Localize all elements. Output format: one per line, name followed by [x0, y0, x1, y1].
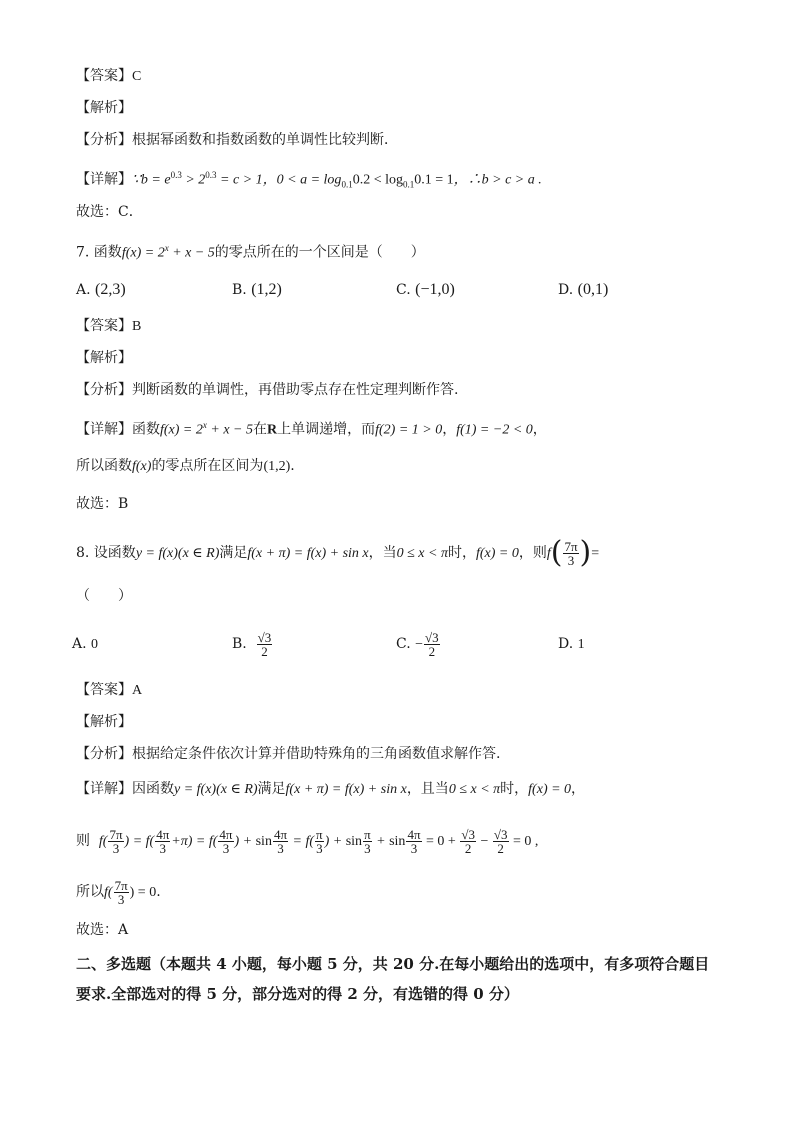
math: ) = f( — [124, 834, 155, 849]
detail-label: 【详解】 — [76, 781, 132, 797]
fraction-numerator: π — [364, 826, 371, 842]
answer-label: 【答案】 — [76, 68, 132, 84]
math: = c > 1 — [216, 172, 263, 188]
math: f(x + π) = f(x) + sin x — [285, 782, 407, 797]
math: f(1) = −2 < 0 — [456, 422, 533, 438]
fraction-denominator: 3 — [410, 840, 418, 856]
math: f(x) = 2 — [121, 245, 165, 261]
math: > 2 — [181, 172, 206, 188]
text: 上单调递增，而 — [277, 421, 376, 438]
fraction — [114, 879, 129, 906]
text: ， — [571, 781, 586, 797]
math: ) = 0 — [129, 885, 157, 900]
math: + x − 5 — [206, 422, 253, 438]
math: 0 ≤ x < π — [396, 546, 448, 561]
q6-answer — [76, 66, 141, 87]
answer-label: 【答案】 — [76, 318, 132, 334]
option-value: (−1,0) — [415, 281, 455, 298]
fraction-numerator: 7π — [109, 826, 123, 842]
fraction-numerator: √3 — [257, 629, 272, 645]
section2-heading-line2: 要求.全部选对的得 5 分，部分选对的得 2 分，有选错的得 0 分） — [76, 985, 519, 1003]
section2-heading-line1: 二、多选题（本题共 4 小题，每小题 5 分，共 20 分.在每小题给出的选项中，有多项符合题目 — [76, 955, 710, 973]
stem-text: 的零点所在的一个区间是（ ） — [214, 244, 425, 261]
q8-conclusion: 故选：A — [76, 922, 129, 938]
text: 函数 — [132, 421, 160, 438]
fraction-denominator: 2 — [497, 840, 504, 856]
text: . — [290, 458, 295, 474]
fraction-denominator: 2 — [428, 643, 436, 659]
q8-option-c — [396, 624, 441, 665]
math: sin — [345, 834, 363, 849]
q7-option-a — [76, 280, 126, 300]
q8-fenxi — [76, 744, 500, 764]
option-sign: − — [415, 637, 424, 652]
q8-detail — [76, 779, 585, 800]
math: +π) = f( — [171, 834, 218, 849]
option-letter: A. — [72, 636, 87, 652]
answer-value: B — [132, 319, 142, 334]
math: ) + — [324, 834, 346, 849]
option-value: 0 — [91, 637, 99, 652]
fraction — [363, 828, 372, 855]
q7-conclusion: 故选：B — [76, 496, 129, 512]
fraction-numerator: 4π — [219, 826, 233, 842]
fraction-denominator: 3 — [222, 840, 230, 856]
left-paren: ( — [550, 535, 563, 570]
q8-conclude — [76, 872, 161, 913]
fenxi-label: 【分析】 — [76, 746, 132, 762]
fenxi-text: 根据幂函数和指数函数的单调性比较判断． — [132, 132, 398, 148]
fraction-denominator: 3 — [277, 840, 284, 856]
text: ，且当 — [406, 781, 449, 797]
text: ， — [442, 421, 457, 438]
option-letter: D. — [558, 282, 574, 298]
fenxi-text: 根据给定条件依次计算并借助特殊角的三角函数值求解作答. — [132, 746, 501, 762]
option-value: (2,3) — [95, 281, 126, 298]
option-letter: B. — [232, 282, 247, 298]
fraction-denominator: 2 — [464, 840, 472, 856]
text: 则 — [76, 833, 90, 849]
fraction — [460, 828, 476, 855]
option-value: (0,1) — [577, 281, 609, 298]
q7-stem — [76, 238, 425, 264]
option-value: 1 — [577, 637, 585, 652]
fraction-numerator: 4π — [156, 826, 170, 842]
math: f(x) = 2 — [160, 422, 203, 438]
math-sup: 0.3 — [170, 170, 182, 180]
math: f( — [104, 885, 113, 900]
text: 因函数 — [132, 781, 174, 797]
text: 满足 — [257, 781, 286, 797]
q7-analysis-label: 【解析】 — [76, 350, 132, 366]
q6-conclusion: 故选：C． — [76, 204, 143, 220]
math: y = f(x)(x ∈ R) — [135, 546, 220, 561]
answer-label: 【答案】 — [76, 682, 132, 698]
fraction — [563, 540, 578, 567]
q6-analysis-label: 【解析】 — [76, 100, 132, 116]
math: = — [591, 546, 600, 561]
stem-text: ，当 — [368, 545, 397, 561]
stem-text: 7. 函数 — [76, 244, 122, 261]
q6-detail — [76, 165, 542, 194]
math: f — [546, 546, 551, 561]
math: 0 ≤ x < π — [448, 782, 501, 797]
math: f(2) = 1 > 0 — [375, 422, 443, 438]
math-sub: 0.1 — [402, 179, 415, 190]
right-paren: ) — [579, 535, 592, 570]
q7-detail — [76, 415, 547, 441]
math: f( — [98, 834, 108, 849]
math: (1,2) — [263, 459, 291, 474]
fraction-numerator: 7π — [114, 877, 128, 893]
q8-option-a — [72, 634, 98, 655]
fraction-denominator: 3 — [364, 840, 371, 856]
math-sup: x — [202, 420, 207, 430]
option-letter: D. — [558, 636, 574, 652]
math: sin — [389, 834, 406, 849]
fraction-numerator: 7π — [564, 538, 578, 554]
stem-text: 满足 — [219, 545, 248, 561]
math: f(x) — [132, 459, 152, 474]
math: 0.1 = 1 — [414, 172, 454, 188]
text: 的零点所在区间为 — [151, 458, 264, 474]
detail-label: 【详解】 — [76, 171, 132, 188]
math-sub: 0.1 — [341, 179, 353, 190]
q7-option-c — [396, 280, 455, 300]
text: . — [156, 884, 161, 900]
math: y = f(x)(x ∈ R) — [174, 782, 258, 797]
fraction — [155, 828, 170, 855]
q8-stem — [76, 536, 599, 571]
math: f(x + π) = f(x) + sin x — [247, 546, 369, 561]
math: + — [372, 834, 390, 849]
math: f(x) = 0 — [528, 782, 572, 797]
q7-fenxi — [76, 380, 458, 400]
math: 0.2 < log — [352, 172, 403, 188]
fraction-numerator: 4π — [407, 826, 421, 842]
fenxi-label: 【分析】 — [76, 382, 132, 398]
math: ，0 < a = log — [262, 172, 342, 188]
fraction-numerator: √3 — [461, 826, 475, 842]
math: R — [266, 422, 278, 438]
text: 时， — [500, 781, 529, 797]
math-sup: x — [164, 243, 169, 253]
option-letter: C. — [396, 636, 411, 652]
q8-option-b — [232, 624, 273, 664]
answer-value: C — [132, 69, 142, 84]
text: 所以 — [76, 884, 104, 900]
fraction — [493, 828, 509, 855]
fraction-denominator: 3 — [567, 552, 575, 568]
fraction — [108, 828, 123, 855]
option-letter: C. — [396, 282, 411, 298]
fraction-denominator: 2 — [261, 643, 268, 659]
q8-stem-paren: （ ） — [76, 588, 132, 604]
fraction — [424, 631, 440, 658]
detail-label: 【详解】 — [76, 421, 132, 438]
option-value: (1,2) — [251, 281, 282, 298]
fenxi-label: 【分析】 — [76, 132, 132, 148]
q7-option-b — [232, 280, 282, 300]
math: = 0 , — [509, 834, 539, 849]
text: 在 — [252, 421, 267, 438]
stem-text: 时， — [447, 545, 476, 561]
stem-text: 8. 设函数 — [76, 545, 136, 561]
math: ∵b = e — [132, 172, 171, 188]
text: 所以函数 — [76, 458, 132, 474]
fraction — [218, 828, 233, 855]
math: sin — [255, 834, 272, 849]
stem-text: ，则 — [518, 545, 547, 561]
fraction — [315, 828, 324, 855]
option-letter: B. — [232, 636, 247, 652]
fraction-numerator: 4π — [273, 826, 288, 842]
math: = 0 + — [422, 834, 460, 849]
fraction-denominator: 3 — [112, 840, 120, 856]
q7-answer — [76, 316, 141, 337]
math: ) + — [234, 834, 256, 849]
q8-calculation — [76, 820, 538, 863]
math: f(x) = 0 — [475, 546, 519, 561]
q7-option-d — [558, 280, 608, 300]
math: = f( — [289, 834, 315, 849]
q8-analysis-label: 【解析】 — [76, 714, 132, 730]
math: ，∴b > c > a . — [453, 172, 542, 188]
text: ， — [532, 421, 547, 438]
fraction-denominator: 3 — [316, 840, 323, 856]
math: − — [476, 834, 492, 849]
q8-option-d — [558, 634, 585, 655]
q8-answer — [76, 680, 142, 701]
fraction-denominator: 3 — [159, 840, 166, 856]
option-letter: A. — [76, 282, 91, 298]
answer-value: A — [132, 683, 143, 698]
math-sup: 0.3 — [205, 170, 217, 180]
math: + x − 5 — [168, 245, 215, 261]
fraction-numerator: √3 — [493, 826, 508, 842]
q6-fenxi — [76, 130, 398, 150]
fraction — [273, 828, 288, 855]
fraction — [257, 631, 273, 658]
fraction-numerator: √3 — [425, 629, 439, 645]
fraction-numerator: π — [316, 826, 323, 842]
fraction-denominator: 3 — [117, 891, 125, 907]
q7-detail-line2 — [76, 456, 295, 477]
fraction — [406, 828, 421, 855]
fenxi-text: 判断函数的单调性，再借助零点存在性定理判断作答. — [132, 382, 459, 398]
